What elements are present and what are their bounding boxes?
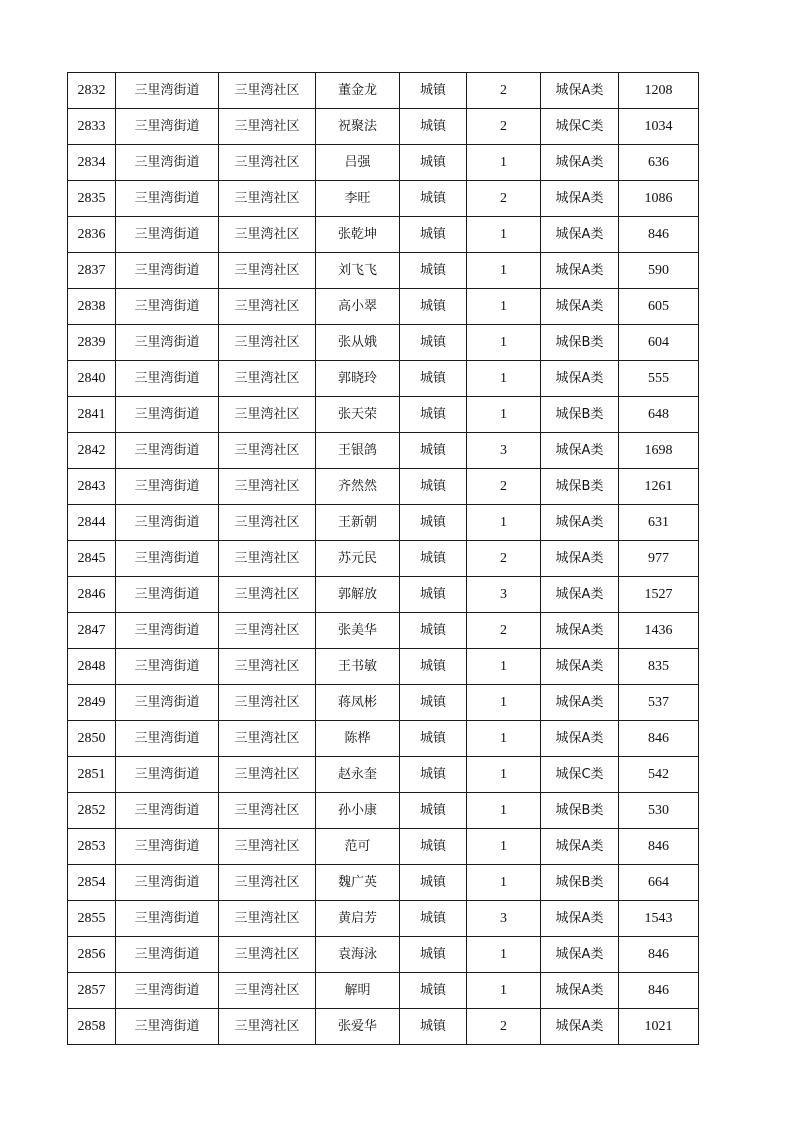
- household-size-cell: 2: [467, 1009, 541, 1045]
- household-type-cell: 城镇: [400, 757, 467, 793]
- table-row: [68, 361, 699, 397]
- row-number-cell: 2844: [68, 505, 116, 541]
- household-type-cell: 城镇: [400, 217, 467, 253]
- household-size-cell: 1: [467, 253, 541, 289]
- street-cell: 三里湾街道: [116, 613, 219, 649]
- name-cell: 张乾坤: [316, 217, 400, 253]
- insurance-category-cell: 城保B类: [541, 325, 619, 361]
- name-cell: 王书敏: [316, 649, 400, 685]
- row-number-cell: 2852: [68, 793, 116, 829]
- row-number-cell: 2847: [68, 613, 116, 649]
- row-number-cell: 2846: [68, 577, 116, 613]
- name-cell: 齐然然: [316, 469, 400, 505]
- street-cell: 三里湾街道: [116, 937, 219, 973]
- street-cell: 三里湾街道: [116, 865, 219, 901]
- street-cell: 三里湾街道: [116, 361, 219, 397]
- community-cell: 三里湾社区: [219, 469, 316, 505]
- table-row: [68, 145, 699, 181]
- community-cell: 三里湾社区: [219, 973, 316, 1009]
- amount-cell: 846: [619, 937, 699, 973]
- amount-cell: 530: [619, 793, 699, 829]
- street-cell: 三里湾街道: [116, 325, 219, 361]
- table-row: [68, 253, 699, 289]
- name-cell: 苏元民: [316, 541, 400, 577]
- table-row: [68, 505, 699, 541]
- community-cell: 三里湾社区: [219, 145, 316, 181]
- name-cell: 蒋凤彬: [316, 685, 400, 721]
- street-cell: 三里湾街道: [116, 721, 219, 757]
- name-cell: 王银鸽: [316, 433, 400, 469]
- community-cell: 三里湾社区: [219, 577, 316, 613]
- street-cell: 三里湾街道: [116, 145, 219, 181]
- amount-cell: 977: [619, 541, 699, 577]
- insurance-category-cell: 城保B类: [541, 469, 619, 505]
- household-type-cell: 城镇: [400, 721, 467, 757]
- household-size-cell: 1: [467, 649, 541, 685]
- household-type-cell: 城镇: [400, 433, 467, 469]
- amount-cell: 648: [619, 397, 699, 433]
- community-cell: 三里湾社区: [219, 793, 316, 829]
- row-number-cell: 2858: [68, 1009, 116, 1045]
- insurance-category-cell: 城保A类: [541, 1009, 619, 1045]
- insurance-category-cell: 城保A类: [541, 613, 619, 649]
- name-cell: 董金龙: [316, 73, 400, 109]
- table-row: [68, 397, 699, 433]
- table-row: [68, 613, 699, 649]
- street-cell: 三里湾街道: [116, 1009, 219, 1045]
- amount-cell: 605: [619, 289, 699, 325]
- household-size-cell: 1: [467, 757, 541, 793]
- name-cell: 祝聚法: [316, 109, 400, 145]
- street-cell: 三里湾街道: [116, 217, 219, 253]
- community-cell: 三里湾社区: [219, 937, 316, 973]
- insurance-category-cell: 城保C类: [541, 757, 619, 793]
- community-cell: 三里湾社区: [219, 505, 316, 541]
- household-size-cell: 1: [467, 865, 541, 901]
- insurance-category-cell: 城保B类: [541, 793, 619, 829]
- row-number-cell: 2834: [68, 145, 116, 181]
- insurance-category-cell: 城保A类: [541, 973, 619, 1009]
- household-type-cell: 城镇: [400, 829, 467, 865]
- household-size-cell: 3: [467, 901, 541, 937]
- amount-cell: 846: [619, 829, 699, 865]
- household-size-cell: 1: [467, 973, 541, 1009]
- street-cell: 三里湾街道: [116, 505, 219, 541]
- insurance-category-cell: 城保A类: [541, 721, 619, 757]
- table-row: [68, 793, 699, 829]
- table-row: [68, 649, 699, 685]
- street-cell: 三里湾街道: [116, 973, 219, 1009]
- household-type-cell: 城镇: [400, 181, 467, 217]
- household-size-cell: 1: [467, 361, 541, 397]
- household-size-cell: 1: [467, 685, 541, 721]
- insurance-category-cell: 城保A类: [541, 181, 619, 217]
- community-cell: 三里湾社区: [219, 325, 316, 361]
- street-cell: 三里湾街道: [116, 73, 219, 109]
- street-cell: 三里湾街道: [116, 433, 219, 469]
- community-cell: 三里湾社区: [219, 685, 316, 721]
- household-type-cell: 城镇: [400, 793, 467, 829]
- row-number-cell: 2854: [68, 865, 116, 901]
- roster-table-body: [68, 73, 699, 1045]
- insurance-category-cell: 城保A类: [541, 433, 619, 469]
- street-cell: 三里湾街道: [116, 289, 219, 325]
- street-cell: 三里湾街道: [116, 541, 219, 577]
- street-cell: 三里湾街道: [116, 829, 219, 865]
- row-number-cell: 2849: [68, 685, 116, 721]
- insurance-category-cell: 城保A类: [541, 937, 619, 973]
- insurance-category-cell: 城保A类: [541, 217, 619, 253]
- name-cell: 刘飞飞: [316, 253, 400, 289]
- household-size-cell: 3: [467, 433, 541, 469]
- household-size-cell: 1: [467, 145, 541, 181]
- street-cell: 三里湾街道: [116, 649, 219, 685]
- street-cell: 三里湾街道: [116, 901, 219, 937]
- street-cell: 三里湾街道: [116, 109, 219, 145]
- amount-cell: 1021: [619, 1009, 699, 1045]
- community-cell: 三里湾社区: [219, 361, 316, 397]
- community-cell: 三里湾社区: [219, 217, 316, 253]
- community-cell: 三里湾社区: [219, 181, 316, 217]
- table-row: [68, 829, 699, 865]
- street-cell: 三里湾街道: [116, 685, 219, 721]
- table-row: [68, 685, 699, 721]
- household-size-cell: 1: [467, 505, 541, 541]
- household-type-cell: 城镇: [400, 73, 467, 109]
- household-type-cell: 城镇: [400, 253, 467, 289]
- table-row: [68, 901, 699, 937]
- name-cell: 张爱华: [316, 1009, 400, 1045]
- amount-cell: 1436: [619, 613, 699, 649]
- community-cell: 三里湾社区: [219, 757, 316, 793]
- table-row: [68, 721, 699, 757]
- household-type-cell: 城镇: [400, 325, 467, 361]
- name-cell: 李旺: [316, 181, 400, 217]
- row-number-cell: 2836: [68, 217, 116, 253]
- household-type-cell: 城镇: [400, 973, 467, 1009]
- household-size-cell: 1: [467, 829, 541, 865]
- roster-sheet: [67, 72, 698, 1045]
- name-cell: 王新朝: [316, 505, 400, 541]
- amount-cell: 537: [619, 685, 699, 721]
- amount-cell: 1208: [619, 73, 699, 109]
- name-cell: 孙小康: [316, 793, 400, 829]
- community-cell: 三里湾社区: [219, 433, 316, 469]
- household-size-cell: 1: [467, 325, 541, 361]
- amount-cell: 590: [619, 253, 699, 289]
- household-size-cell: 1: [467, 397, 541, 433]
- insurance-category-cell: 城保A类: [541, 505, 619, 541]
- amount-cell: 1698: [619, 433, 699, 469]
- row-number-cell: 2839: [68, 325, 116, 361]
- table-row: [68, 1009, 699, 1045]
- row-number-cell: 2850: [68, 721, 116, 757]
- insurance-category-cell: 城保C类: [541, 109, 619, 145]
- name-cell: 张天荣: [316, 397, 400, 433]
- row-number-cell: 2851: [68, 757, 116, 793]
- table-row: [68, 217, 699, 253]
- insurance-category-cell: 城保A类: [541, 73, 619, 109]
- community-cell: 三里湾社区: [219, 541, 316, 577]
- household-size-cell: 2: [467, 469, 541, 505]
- amount-cell: 835: [619, 649, 699, 685]
- household-size-cell: 3: [467, 577, 541, 613]
- amount-cell: 555: [619, 361, 699, 397]
- row-number-cell: 2840: [68, 361, 116, 397]
- street-cell: 三里湾街道: [116, 793, 219, 829]
- amount-cell: 1034: [619, 109, 699, 145]
- street-cell: 三里湾街道: [116, 469, 219, 505]
- community-cell: 三里湾社区: [219, 721, 316, 757]
- household-size-cell: 1: [467, 937, 541, 973]
- amount-cell: 846: [619, 721, 699, 757]
- table-row: [68, 937, 699, 973]
- table-row: [68, 73, 699, 109]
- community-cell: 三里湾社区: [219, 109, 316, 145]
- household-size-cell: 1: [467, 793, 541, 829]
- row-number-cell: 2845: [68, 541, 116, 577]
- name-cell: 高小翠: [316, 289, 400, 325]
- amount-cell: 1527: [619, 577, 699, 613]
- row-number-cell: 2853: [68, 829, 116, 865]
- household-type-cell: 城镇: [400, 937, 467, 973]
- household-type-cell: 城镇: [400, 1009, 467, 1045]
- community-cell: 三里湾社区: [219, 397, 316, 433]
- name-cell: 郭晓玲: [316, 361, 400, 397]
- row-number-cell: 2833: [68, 109, 116, 145]
- table-row: [68, 109, 699, 145]
- household-size-cell: 2: [467, 613, 541, 649]
- household-size-cell: 2: [467, 181, 541, 217]
- row-number-cell: 2857: [68, 973, 116, 1009]
- amount-cell: 1086: [619, 181, 699, 217]
- insurance-category-cell: 城保A类: [541, 289, 619, 325]
- table-row: [68, 577, 699, 613]
- table-row: [68, 757, 699, 793]
- amount-cell: 1543: [619, 901, 699, 937]
- household-type-cell: 城镇: [400, 685, 467, 721]
- amount-cell: 846: [619, 217, 699, 253]
- amount-cell: 846: [619, 973, 699, 1009]
- row-number-cell: 2856: [68, 937, 116, 973]
- insurance-category-cell: 城保A类: [541, 253, 619, 289]
- row-number-cell: 2837: [68, 253, 116, 289]
- name-cell: 郭解放: [316, 577, 400, 613]
- insurance-category-cell: 城保A类: [541, 577, 619, 613]
- household-type-cell: 城镇: [400, 577, 467, 613]
- row-number-cell: 2835: [68, 181, 116, 217]
- household-type-cell: 城镇: [400, 505, 467, 541]
- community-cell: 三里湾社区: [219, 73, 316, 109]
- row-number-cell: 2841: [68, 397, 116, 433]
- amount-cell: 664: [619, 865, 699, 901]
- household-type-cell: 城镇: [400, 397, 467, 433]
- name-cell: 解明: [316, 973, 400, 1009]
- street-cell: 三里湾街道: [116, 577, 219, 613]
- community-cell: 三里湾社区: [219, 901, 316, 937]
- row-number-cell: 2843: [68, 469, 116, 505]
- household-size-cell: 2: [467, 109, 541, 145]
- household-size-cell: 1: [467, 217, 541, 253]
- household-type-cell: 城镇: [400, 361, 467, 397]
- household-type-cell: 城镇: [400, 613, 467, 649]
- street-cell: 三里湾街道: [116, 253, 219, 289]
- row-number-cell: 2838: [68, 289, 116, 325]
- insurance-category-cell: 城保A类: [541, 829, 619, 865]
- table-row: [68, 325, 699, 361]
- community-cell: 三里湾社区: [219, 1009, 316, 1045]
- table-row: [68, 181, 699, 217]
- household-type-cell: 城镇: [400, 901, 467, 937]
- household-type-cell: 城镇: [400, 541, 467, 577]
- name-cell: 陈桦: [316, 721, 400, 757]
- household-type-cell: 城镇: [400, 865, 467, 901]
- community-cell: 三里湾社区: [219, 289, 316, 325]
- table-row: [68, 469, 699, 505]
- household-type-cell: 城镇: [400, 109, 467, 145]
- insurance-category-cell: 城保A类: [541, 901, 619, 937]
- amount-cell: 1261: [619, 469, 699, 505]
- insurance-category-cell: 城保A类: [541, 685, 619, 721]
- community-cell: 三里湾社区: [219, 829, 316, 865]
- street-cell: 三里湾街道: [116, 757, 219, 793]
- name-cell: 赵永奎: [316, 757, 400, 793]
- table-row: [68, 433, 699, 469]
- street-cell: 三里湾街道: [116, 397, 219, 433]
- row-number-cell: 2832: [68, 73, 116, 109]
- name-cell: 范可: [316, 829, 400, 865]
- row-number-cell: 2855: [68, 901, 116, 937]
- insurance-category-cell: 城保A类: [541, 361, 619, 397]
- household-type-cell: 城镇: [400, 649, 467, 685]
- household-type-cell: 城镇: [400, 145, 467, 181]
- table-row: [68, 865, 699, 901]
- name-cell: 魏广英: [316, 865, 400, 901]
- name-cell: 张从娥: [316, 325, 400, 361]
- community-cell: 三里湾社区: [219, 865, 316, 901]
- amount-cell: 631: [619, 505, 699, 541]
- amount-cell: 636: [619, 145, 699, 181]
- insurance-category-cell: 城保A类: [541, 649, 619, 685]
- insurance-category-cell: 城保B类: [541, 397, 619, 433]
- street-cell: 三里湾街道: [116, 181, 219, 217]
- household-size-cell: 1: [467, 289, 541, 325]
- row-number-cell: 2848: [68, 649, 116, 685]
- insurance-category-cell: 城保A类: [541, 145, 619, 181]
- roster-table: [67, 72, 699, 1045]
- row-number-cell: 2842: [68, 433, 116, 469]
- table-row: [68, 541, 699, 577]
- name-cell: 袁海泳: [316, 937, 400, 973]
- household-type-cell: 城镇: [400, 469, 467, 505]
- name-cell: 张美华: [316, 613, 400, 649]
- amount-cell: 542: [619, 757, 699, 793]
- insurance-category-cell: 城保B类: [541, 865, 619, 901]
- table-row: [68, 973, 699, 1009]
- amount-cell: 604: [619, 325, 699, 361]
- household-size-cell: 1: [467, 721, 541, 757]
- name-cell: 吕强: [316, 145, 400, 181]
- community-cell: 三里湾社区: [219, 649, 316, 685]
- household-type-cell: 城镇: [400, 289, 467, 325]
- household-size-cell: 2: [467, 541, 541, 577]
- household-size-cell: 2: [467, 73, 541, 109]
- table-row: [68, 289, 699, 325]
- insurance-category-cell: 城保A类: [541, 541, 619, 577]
- community-cell: 三里湾社区: [219, 613, 316, 649]
- community-cell: 三里湾社区: [219, 253, 316, 289]
- name-cell: 黄启芳: [316, 901, 400, 937]
